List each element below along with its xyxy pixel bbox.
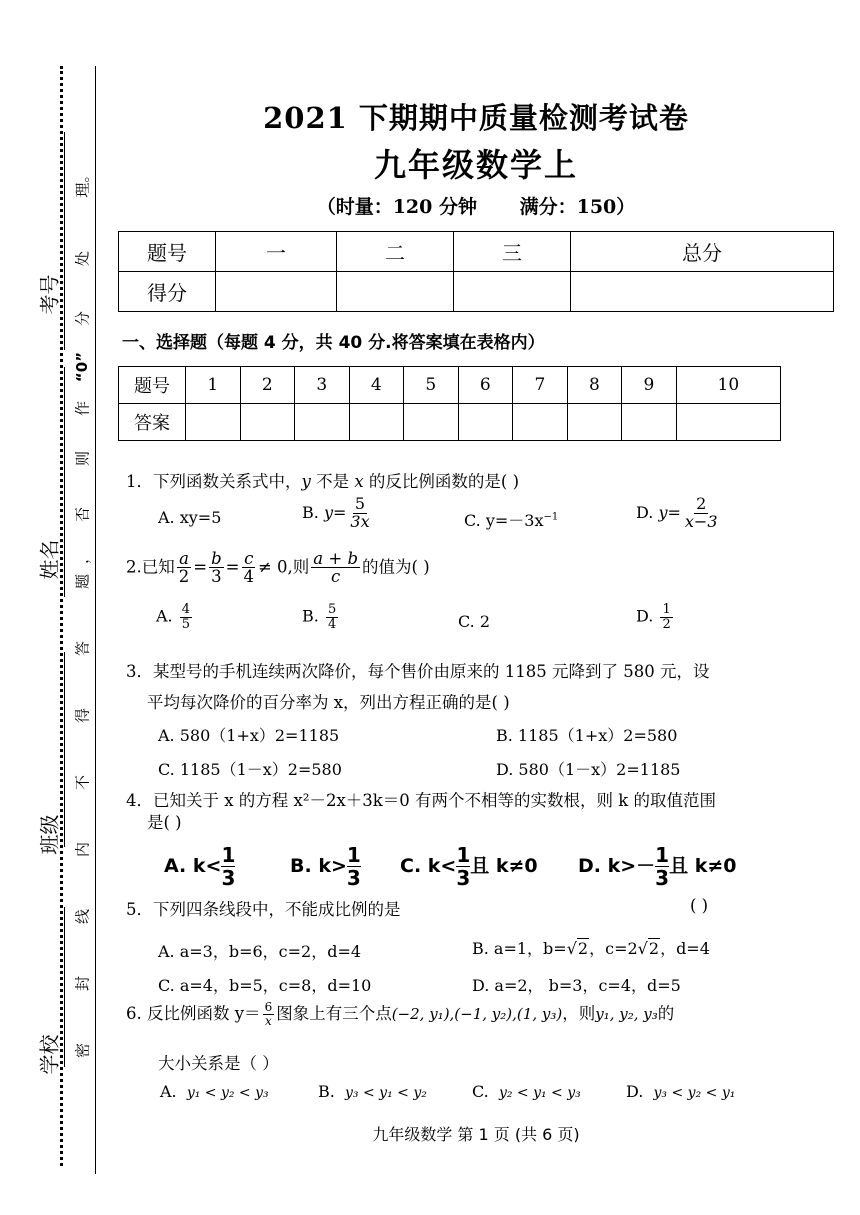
option-label: B. [302, 502, 319, 522]
warning-char: 封 [73, 976, 92, 992]
question-6-option-a[interactable] [160, 1082, 269, 1101]
warning-char: “0” [73, 351, 91, 383]
numerator: a [179, 549, 189, 568]
text: ，则 [562, 1004, 596, 1023]
row-label: 答案 [119, 404, 186, 441]
answer-cell[interactable] [349, 404, 404, 441]
numerator: 1 [346, 843, 361, 867]
text: 的值为( ) [362, 557, 430, 577]
field-label: 班级 [37, 814, 62, 855]
question-5-answer-paren: ( ) [690, 896, 709, 915]
row-label: 得分 [119, 272, 216, 312]
denominator: 3 [221, 866, 236, 890]
header-cell: 题号 [119, 232, 216, 272]
number-cell: 2 [240, 367, 295, 404]
answer-cell[interactable] [513, 404, 568, 441]
score-cell[interactable] [216, 272, 337, 312]
question-4-option-a[interactable] [164, 844, 235, 889]
denominator: 3 [211, 567, 222, 587]
text: 的 [657, 1004, 675, 1023]
var: x [354, 472, 364, 491]
sqrt-radicand: 2 [577, 939, 589, 958]
answer-cell[interactable] [676, 404, 780, 441]
warning-char: 答 [73, 641, 92, 657]
warning-char: 线 [73, 909, 92, 925]
question-1-option-b[interactable] [302, 496, 374, 531]
denominator: 3 [346, 866, 361, 890]
fill-line [64, 132, 65, 350]
number-cell: 9 [622, 367, 677, 404]
fill-line [64, 367, 65, 597]
option-label: A. [156, 606, 173, 626]
question-4-option-d[interactable] [578, 844, 737, 889]
question-6-option-c[interactable] [472, 1082, 581, 1101]
option-label: D. [626, 1082, 644, 1101]
option-text: 且 k≠0 [470, 855, 538, 877]
fraction [326, 603, 338, 631]
fill-line [64, 907, 65, 1067]
question-1-option-d[interactable] [636, 496, 722, 531]
question-3-stem-line1: 3．某型号的手机连续两次降价，每个售价由原来的 1185 元降到了 580 元，设 [126, 662, 710, 681]
question-3-option-c[interactable]: C. 1185（1－x）2=580 [158, 760, 342, 779]
number-cell: 4 [349, 367, 404, 404]
question-4-option-b[interactable] [290, 844, 361, 889]
text: 不是 [310, 472, 355, 491]
option-text: C. y=－3x [464, 511, 544, 530]
warning-char: ， [73, 549, 92, 565]
warning-char: 密 [73, 1043, 92, 1059]
field-name[interactable] [20, 365, 60, 635]
question-2-option-a[interactable] [156, 603, 194, 631]
numerator: 6 [264, 1000, 273, 1015]
text: 1．下列函数关系式中， [126, 472, 302, 491]
table-row [119, 272, 834, 312]
question-3-option-b[interactable]: B. 1185（1+x）2=580 [496, 726, 678, 745]
table-row [119, 232, 834, 272]
header-cell: 二 [337, 232, 454, 272]
text: 6. 反比例函数 y＝ [126, 1004, 261, 1023]
vars: y₁, y₂, y₃ [595, 1005, 658, 1023]
exam-subtitle: 九年级数学上 [373, 146, 578, 184]
points: (−2, y₁),(−1, y₂),(1, y₃) [391, 1005, 563, 1023]
table-row [119, 367, 781, 404]
question-5-option-d[interactable]: D. a=2， b=3，c=4，d=5 [472, 976, 681, 995]
fraction [347, 844, 361, 889]
option-text: D. k>－ [578, 855, 656, 877]
numerator: 1 [655, 843, 670, 867]
warning-char: 处 [73, 251, 92, 267]
field-label: 学校 [37, 1034, 62, 1075]
option-label: D. [636, 606, 654, 626]
section-heading: 一、选择题（每题 4 分，共 40 分.将答案填在表格内） [122, 333, 545, 353]
option-label: C. [472, 1082, 489, 1101]
question-5-stem: 5．下列四条线段中，不能成比例的是 [126, 900, 401, 919]
question-5-option-b[interactable]: B. a=1，b=√2，c=2√2，d=4 [472, 939, 710, 958]
fraction [348, 496, 371, 531]
denominator: x−3 [684, 511, 718, 531]
warning-char: 否 [73, 507, 92, 523]
denominator: 4 [243, 567, 254, 587]
number-cell: 8 [567, 367, 622, 404]
fraction [209, 550, 224, 586]
fraction [655, 844, 669, 889]
option-text: B. k> [290, 855, 347, 877]
question-6-option-d[interactable] [626, 1082, 735, 1101]
question-4-option-c[interactable] [400, 844, 538, 889]
page-footer: 九年级数学 第 1 页 (共 6 页) [372, 1125, 580, 1144]
option-text: B. a=1，b= [472, 939, 567, 958]
warning-char: 分 [73, 311, 92, 327]
exam-title: 2021 下期期中质量检测考试卷 [263, 101, 689, 135]
fraction [180, 603, 192, 631]
option-text: A. k< [164, 855, 222, 877]
field-school[interactable] [20, 905, 60, 1105]
option-label: B. [318, 1082, 335, 1101]
field-class[interactable] [20, 650, 60, 890]
sqrt-radicand: 2 [648, 939, 660, 958]
question-4-stem-line1: 4．已知关于 x 的方程 x²－2x＋3k＝0 有两个不相等的实数根，则 k 的取值范围 [126, 791, 716, 810]
exam-info [120, 192, 832, 219]
number-cell: 10 [676, 367, 780, 404]
option-label: B. [302, 606, 319, 626]
text: 的反比例函数的是( ) [363, 472, 520, 491]
header-cell: 总分 [571, 232, 834, 272]
header-cell: 一 [216, 232, 337, 272]
exponent: −1 [543, 511, 559, 523]
denominator: 3x [350, 511, 370, 531]
fraction [311, 550, 360, 586]
answer-cell[interactable] [404, 404, 459, 441]
fraction [177, 550, 192, 586]
lhs: y= [658, 502, 681, 522]
question-2-option-c[interactable]: C. 2 [458, 612, 491, 631]
score-cell[interactable] [571, 272, 834, 312]
warning-char: 则 [73, 451, 92, 467]
question-3-stem-line2: 平均每次降价的百分率为 x，列出方程正确的是( ) [147, 693, 510, 712]
question-3-option-d[interactable]: D. 580（1－x）2=1185 [496, 760, 681, 779]
numerator: b [211, 549, 222, 568]
denominator: c [331, 567, 341, 587]
score-table [118, 231, 834, 312]
option-text: y₁ < y₂ < y₃ [186, 1085, 269, 1101]
question-2-stem: 2.已知 $\frac{a}{2}$ = $\frac{b}{3}$ = $\frac{c}{4}$ ≠ 0,则 $\frac{a + b}{c}$ 的值为( ) [126, 549, 430, 587]
fraction [456, 844, 470, 889]
option-text: ，c=2 [589, 939, 638, 958]
question-5-option-c[interactable]: C. a=4，b=5，c=8，d=10 [158, 976, 372, 995]
question-6-option-b[interactable] [318, 1082, 427, 1101]
row-label: 题号 [119, 367, 186, 404]
fraction [241, 550, 256, 586]
score-cell[interactable] [454, 272, 571, 312]
answer-cell[interactable] [567, 404, 622, 441]
numerator: 1 [221, 843, 236, 867]
option-text: 且 k≠0 [669, 855, 737, 877]
number-cell: 5 [404, 367, 459, 404]
warning-char: 不 [73, 775, 92, 791]
warning-char: 内 [73, 842, 92, 858]
question-4-stem-line2: 是( ) [147, 813, 182, 832]
warning-char: 得 [73, 708, 92, 724]
fraction [263, 1001, 275, 1027]
answer-table [118, 366, 781, 441]
fill-line [64, 652, 65, 847]
field-label: 姓名 [37, 539, 62, 580]
numerator: 5 [354, 494, 366, 513]
number-cell: 3 [295, 367, 350, 404]
question-1-option-c[interactable] [464, 508, 558, 531]
text: 2.已知 [126, 557, 175, 577]
text: ≠ 0 [257, 557, 288, 577]
option-label: D. [636, 502, 654, 522]
option-label: A. [160, 1082, 177, 1101]
denominator: 3 [655, 866, 670, 890]
number-cell: 7 [513, 367, 568, 404]
answer-cell[interactable] [458, 404, 513, 441]
text: 图象上有三个点 [276, 1004, 392, 1023]
option-text: y₃ < y₂ < y₁ [653, 1085, 736, 1101]
lhs: y= [323, 502, 347, 522]
question-1-stem [126, 468, 519, 492]
fraction [660, 603, 672, 631]
margin-line [95, 66, 96, 1174]
question-1-option-a[interactable]: A. xy=5 [158, 508, 222, 527]
denominator: 2 [662, 616, 671, 632]
denominator: 4 [327, 616, 337, 632]
numerator: 2 [696, 494, 707, 513]
numerator: 1 [456, 843, 471, 867]
numerator: c [244, 549, 254, 568]
question-2-option-d[interactable] [636, 603, 675, 631]
table-row [119, 404, 781, 441]
number-cell: 1 [186, 367, 241, 404]
answer-cell[interactable] [186, 404, 241, 441]
full-score: 满分：150） [519, 196, 636, 218]
denominator: 2 [178, 567, 190, 587]
warning-char: 题 [73, 574, 92, 590]
question-6-stem [126, 1000, 674, 1028]
warning-char: 作 [73, 401, 92, 417]
option-text: C. k< [400, 855, 457, 877]
denominator: x [264, 1014, 272, 1028]
denominator: 5 [181, 616, 191, 632]
answer-cell[interactable] [622, 404, 677, 441]
answer-cell[interactable] [295, 404, 350, 441]
warning-char: 理。 [73, 167, 92, 198]
time-limit: （时量：120 分钟 [316, 196, 477, 218]
question-2-option-b[interactable] [302, 603, 340, 631]
denominator: 3 [456, 866, 471, 890]
score-cell[interactable] [337, 272, 454, 312]
answer-cell[interactable] [240, 404, 295, 441]
question-3-option-a[interactable]: A. 580（1+x）2=1185 [158, 726, 340, 745]
fraction [683, 496, 720, 531]
question-5-option-a[interactable]: A. a=3，b=6，c=2，d=4 [158, 942, 362, 961]
header-cell: 三 [454, 232, 571, 272]
option-text: ，d=4 [660, 939, 710, 958]
question-6-stem-line2: 大小关系是（ ） [158, 1054, 279, 1073]
numerator: 5 [327, 602, 337, 617]
number-cell: 6 [458, 367, 513, 404]
numerator: a + b [313, 549, 359, 568]
option-text: y₂ < y₁ < y₃ [498, 1085, 581, 1101]
numerator: 1 [662, 602, 671, 617]
option-text: y₃ < y₁ < y₂ [345, 1085, 427, 1101]
var: y [301, 472, 311, 491]
fraction [221, 844, 235, 889]
field-exam-number[interactable] [20, 130, 60, 380]
field-label: 考号 [37, 274, 62, 315]
fold-dotted-line [60, 66, 63, 1166]
numerator: 4 [181, 602, 191, 617]
text: ,则 [287, 557, 310, 577]
